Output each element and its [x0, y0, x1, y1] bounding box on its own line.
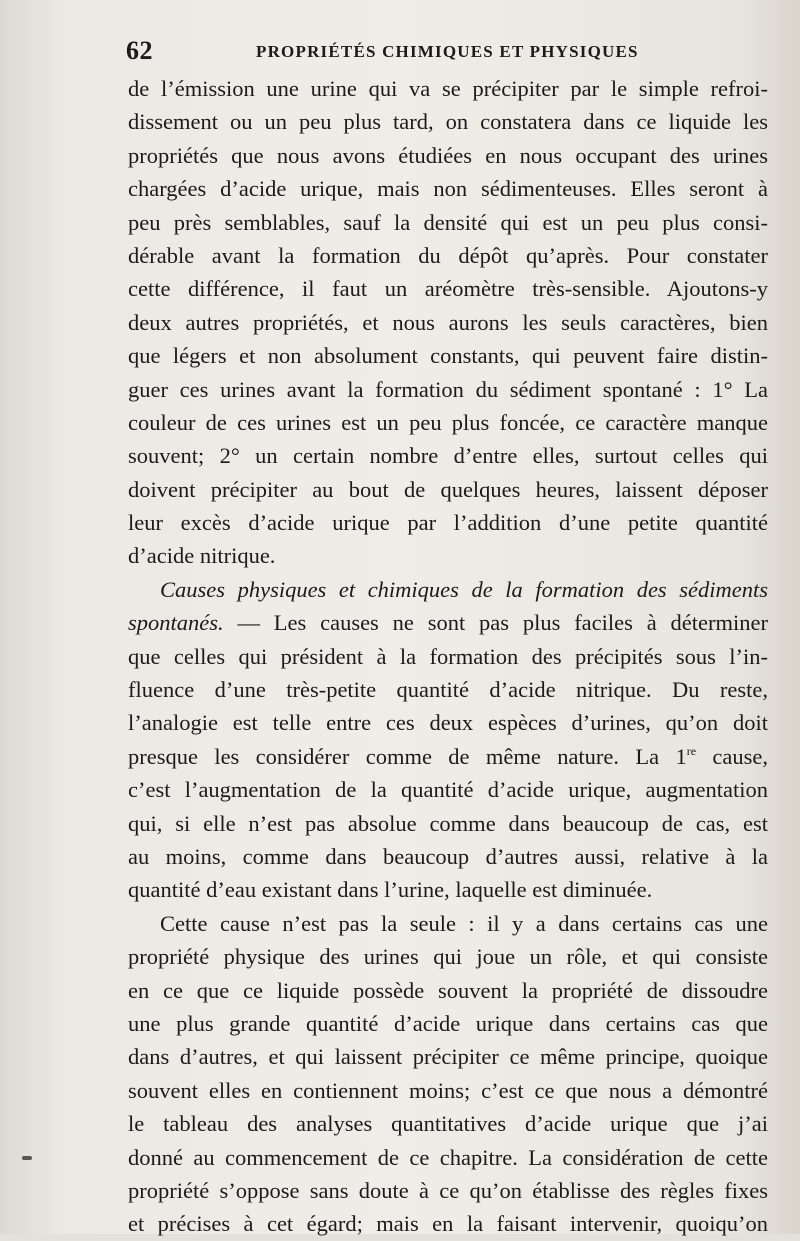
- text-line: le tableau des analyses quantitatives d’acide urique que j’ai: [128, 1111, 768, 1137]
- text-line: au moins, comme dans beaucoup d’autres aussi, relative à la: [128, 843, 768, 869]
- text-line: dissement ou un peu plus tard, on constatera dans ce liquide les: [128, 109, 768, 135]
- ink-speck: [22, 1156, 32, 1160]
- superscript: re: [686, 743, 697, 758]
- paragraph-3: [128, 907, 768, 1241]
- section-heading: Causes physiques et chimiques de la formation des sédiments: [160, 576, 768, 602]
- text-line: couleur de ces urines est un peu plus foncée, ce caractère manque: [128, 409, 768, 435]
- text-line: guer ces urines avant la formation du sédiment spontané : 1° La: [128, 376, 768, 402]
- text-line: c’est l’augmentation de la quantité d’acide urique, augmentation: [128, 777, 768, 803]
- text-line: et précises à cet égard; mais en la faisant intervenir, quoiqu’on: [128, 1211, 768, 1237]
- page-number: 62: [126, 36, 153, 65]
- text-run: presque les considérer comme de même nature. La 1: [128, 743, 687, 769]
- text-line: d’acide nitrique.: [128, 543, 276, 569]
- text-line: l’analogie est telle entre ces deux espèces d’urines, qu’on doit: [128, 710, 768, 736]
- text-line: peu près semblables, sauf la densité qui est un peu plus consi-: [128, 209, 768, 235]
- text-line: [128, 606, 768, 639]
- text-line: [128, 740, 768, 773]
- text-line: dérable avant la formation du dépôt qu’après. Pour constater: [128, 242, 768, 268]
- text-run: cause,: [696, 743, 769, 769]
- text-line: souvent; 2° un certain nombre d’entre elles, surtout celles qui: [128, 443, 768, 469]
- page-header: [126, 36, 766, 70]
- text-line: [128, 573, 768, 606]
- text-line: propriété physique des urines qui joue un rôle, et qui consiste: [128, 944, 768, 970]
- text-run: — Les causes ne sont pas plus faciles à déterminer: [223, 610, 768, 636]
- text-line: que légers et non absolument constants, qui peuvent faire distin-: [128, 343, 768, 369]
- text-line: propriétés que nous avons étudiées en nous occupant des urines: [128, 142, 768, 168]
- text-line: une plus grande quantité d’acide urique dans certains cas que: [128, 1010, 768, 1036]
- text-line: Cette cause n’est pas la seule : il y a dans certains cas une: [160, 910, 768, 936]
- text-line: que celles qui président à la formation des précipités sous l’in-: [128, 643, 768, 669]
- text-line: propriété s’oppose sans doute à ce qu’on établisse des règles fixes: [128, 1177, 768, 1203]
- text-line: de l’émission une urine qui va se précipiter par le simple refroi-: [128, 76, 768, 101]
- text-line: souvent elles en contiennent moins; c’est ce que nous a démontré: [128, 1077, 768, 1103]
- text-line: donné au commencement de ce chapitre. La considération de cette: [128, 1144, 768, 1170]
- text-line: deux autres propriétés, et nous aurons les seuls caractères, bien: [128, 309, 768, 335]
- running-title: PROPRIÉTÉS CHIMIQUES ET PHYSIQUES: [256, 42, 639, 61]
- text-line: cette différence, il faut un aréomètre très-sensible. Ajoutons-y: [128, 276, 768, 302]
- paragraph-2: [128, 573, 768, 907]
- text-line: en ce que ce liquide possède souvent la propriété de dissoudre: [128, 977, 768, 1003]
- text-line: doivent précipiter au bout de quelques heures, laissent déposer: [128, 476, 768, 502]
- page-body: [128, 72, 768, 1241]
- text-line: quantité d’eau existant dans l’urine, laquelle est diminuée.: [128, 877, 653, 903]
- text-line: chargées d’acide urique, mais non sédimenteuses. Elles seront à: [128, 176, 768, 202]
- paragraph-1: [128, 72, 768, 573]
- text-line: leur excès d’acide urique par l’addition d’une petite quantité: [128, 510, 768, 536]
- text-line: dans d’autres, et qui laissent précipiter ce même principe, quoique: [128, 1044, 768, 1070]
- text-line: qui, si elle n’est pas absolue comme dans beaucoup de cas, est: [128, 810, 768, 836]
- text-line: fluence d’une très-petite quantité d’acide nitrique. Du reste,: [128, 677, 768, 703]
- section-heading-end: spontanés.: [128, 610, 224, 636]
